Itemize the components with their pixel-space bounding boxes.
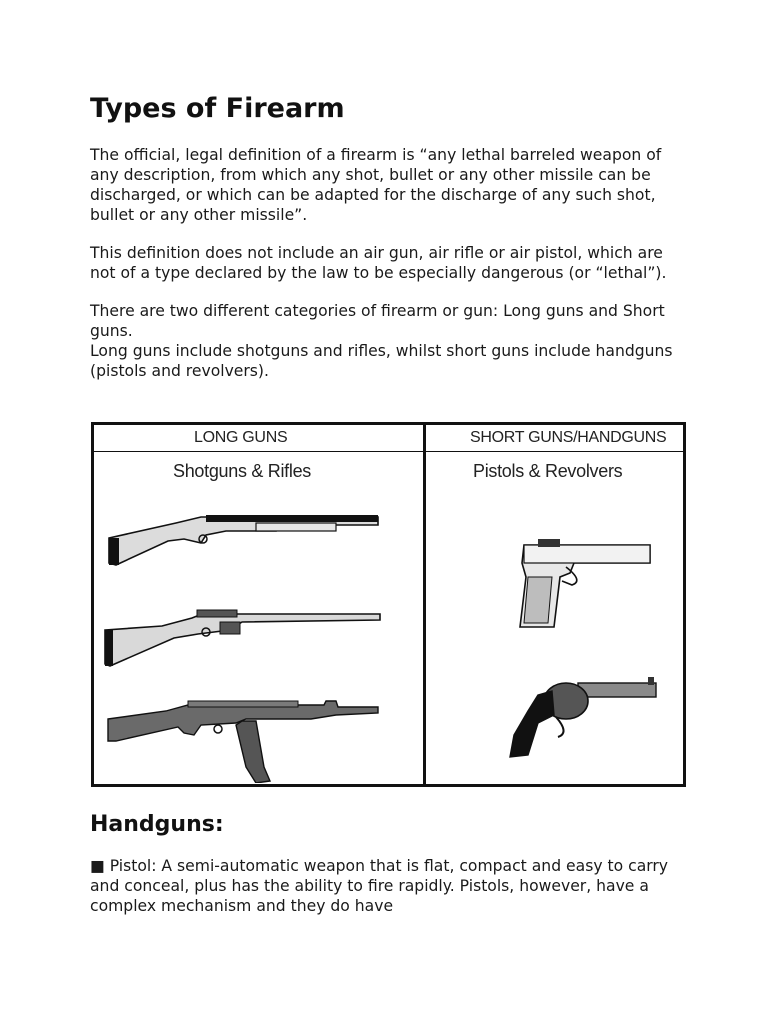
page-title: Types of Firearm bbox=[90, 93, 345, 124]
column-divider bbox=[423, 425, 426, 784]
header-rule bbox=[94, 451, 683, 452]
long-guns-header: LONG GUNS bbox=[194, 429, 288, 446]
definition-paragraph: The official, legal definition of a firearm is “any lethal barreled weapon of any description, from which any shot, bullet or any other missile can be discharged, or which can be adapted for the discharge of any such shot, bullet or any other missile”. bbox=[90, 146, 662, 224]
shotgun-image bbox=[106, 513, 381, 573]
handguns-heading: Handguns: bbox=[90, 812, 224, 837]
pistols-revolvers-label: Pistols & Revolvers bbox=[473, 461, 623, 481]
exclusion-paragraph: This definition does not include an air gun, air rifle or air pistol, which are not of a type declared by the law to be especially dangerous (or “lethal”). bbox=[90, 244, 667, 282]
pistol-text: Pistol: A semi-automatic weapon that is flat, compact and easy to carry and conceal, plus has the ability to fire rapidly. Pistols, however, have a complex mechanism and they do have bbox=[90, 857, 669, 915]
shotguns-rifles-label: Shotguns & Rifles bbox=[173, 461, 311, 481]
firearm-categories-figure bbox=[91, 422, 686, 787]
rifle-image bbox=[102, 608, 382, 670]
document-body bbox=[90, 92, 690, 381]
pistol-paragraph bbox=[90, 856, 690, 916]
assault-rifle-image bbox=[106, 697, 381, 783]
short-guns-header: SHORT GUNS/HANDGUNS bbox=[470, 429, 667, 446]
categories-paragraph bbox=[90, 301, 690, 381]
pistol-image bbox=[514, 537, 652, 629]
categories-line: There are two different categories of firearm or gun: Long guns and Short guns. bbox=[90, 302, 665, 340]
revolver-image bbox=[508, 675, 658, 761]
long-guns-line: Long guns include shotguns and rifles, whilst short guns include handguns (pistols and revolvers). bbox=[90, 342, 673, 380]
bullet-marker: ■ bbox=[90, 857, 105, 875]
